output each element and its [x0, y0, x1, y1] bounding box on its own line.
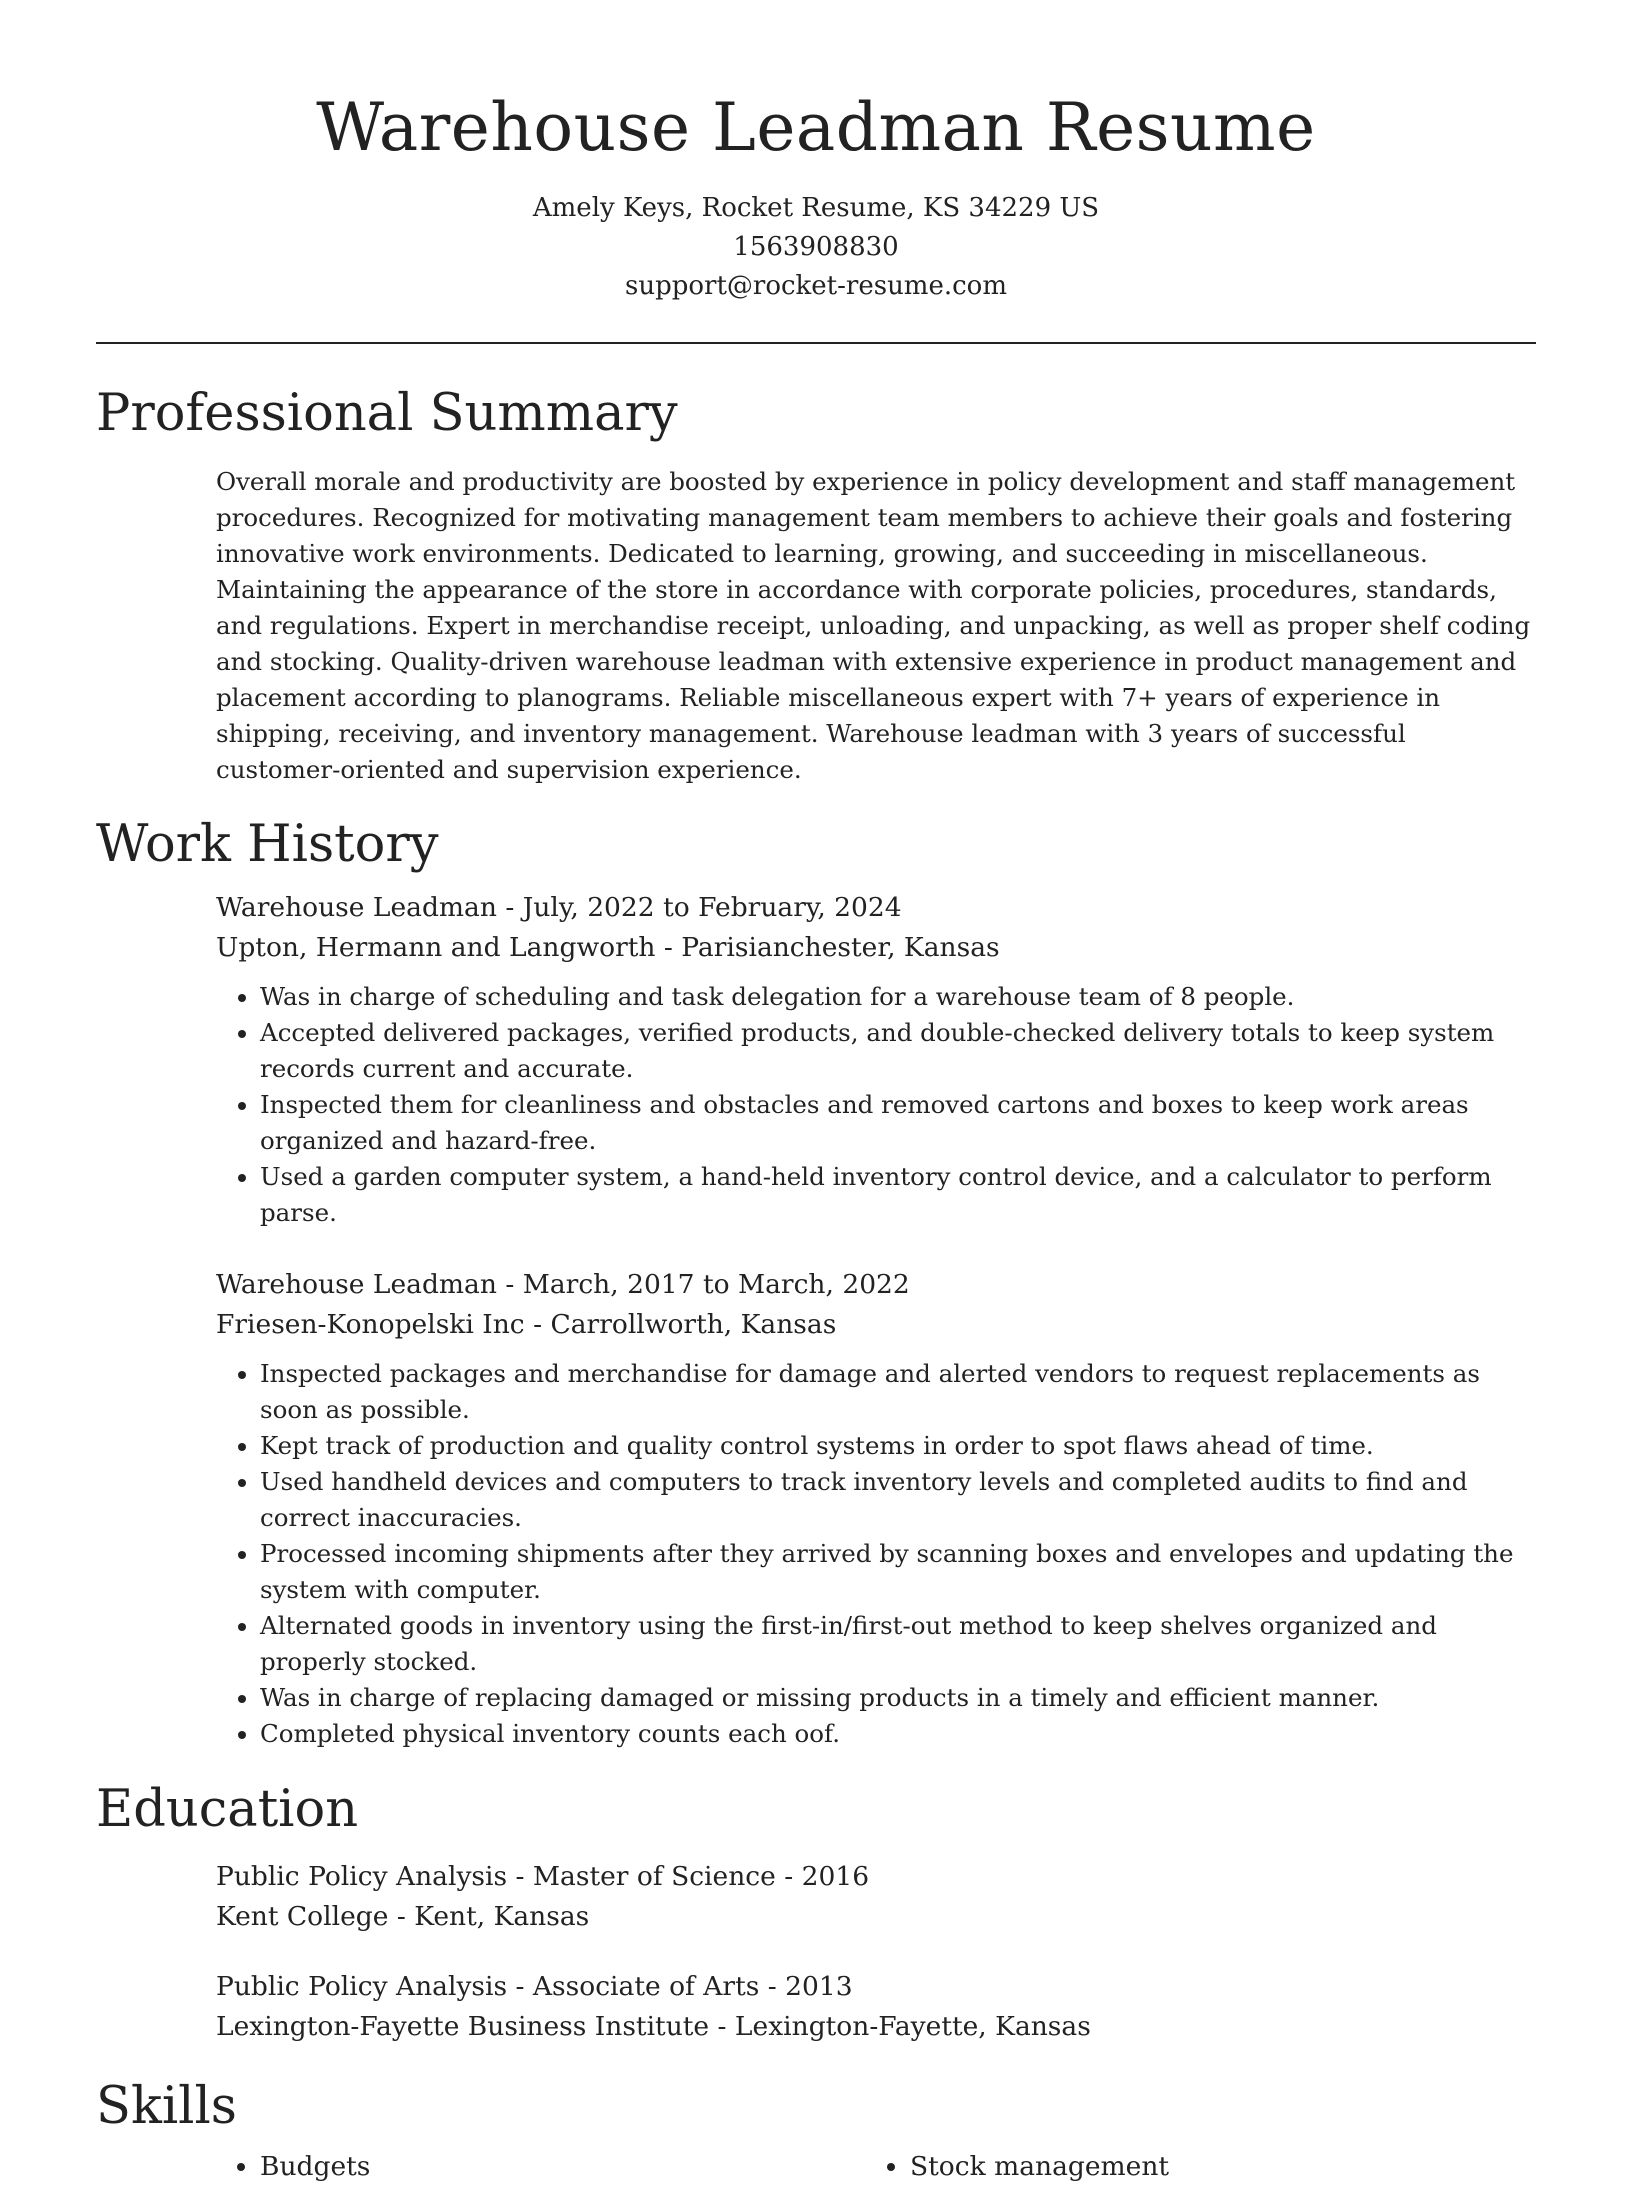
- degree-year: 2013: [785, 1971, 853, 2002]
- job-bullet: • Kept track of production and quality control systems in order to spot flaws ahead of time.: [260, 1428, 1536, 1464]
- contact-phone: 1563908830: [733, 232, 899, 262]
- job-title-line: [216, 888, 1536, 928]
- school-name: Lexington-Fayette Business Institute: [216, 2011, 710, 2042]
- separator: -: [496, 892, 523, 923]
- job-location: Parisianchester, Kansas: [681, 932, 1000, 963]
- job-company: Upton, Hermann and Langworth: [216, 932, 656, 963]
- degree-name: Associate of Arts: [532, 1971, 760, 2002]
- separator: -: [524, 1309, 551, 1340]
- job-bullets: [216, 979, 1536, 1231]
- header-divider: [96, 342, 1536, 344]
- education-entry: [216, 1857, 1536, 1937]
- summary-heading: Professional Summary: [96, 384, 678, 443]
- school-name: Kent College: [216, 1901, 389, 1932]
- job-title: Warehouse Leadman: [216, 892, 497, 923]
- separator: -: [496, 1269, 523, 1300]
- school-location: Lexington-Fayette, Kansas: [734, 2011, 1091, 2042]
- job-dates: July, 2022 to February, 2024: [522, 892, 902, 923]
- job-bullet: • Was in charge of scheduling and task delegation for a warehouse team of 8 people.: [260, 979, 1536, 1015]
- education-entry: [216, 1967, 1536, 2047]
- skills-column: [216, 2149, 866, 2185]
- job-dates: March, 2017 to March, 2022: [522, 1269, 910, 1300]
- job-bullet: • Alternated goods in inventory using the first-in/first-out method to keep shelves organized and properly stocked.: [260, 1608, 1536, 1680]
- school-line: [216, 2007, 1536, 2047]
- job-location: Carrollworth, Kansas: [550, 1309, 837, 1340]
- job-bullet: • Inspected them for cleanliness and obstacles and removed cartons and boxes to keep work areas organized and hazard-free.: [260, 1087, 1536, 1159]
- job-title: Warehouse Leadman: [216, 1269, 497, 1300]
- separator: -: [507, 1971, 533, 2002]
- school-line: [216, 1897, 1536, 1937]
- degree-year: 2016: [801, 1861, 870, 1892]
- separator: -: [388, 1901, 415, 1932]
- job-bullet: • Was in charge of replacing damaged or missing products in a timely and efficient manner.: [260, 1680, 1536, 1716]
- job-company-line: [216, 1305, 1536, 1345]
- skill-item: • Stock management: [910, 2149, 1516, 2185]
- job-company-line: [216, 928, 1536, 968]
- job-entry: [216, 1265, 1536, 1752]
- degree-line: [216, 1967, 1536, 2007]
- contact-email: support@rocket-resume.com: [624, 271, 1007, 301]
- skills-column: [866, 2149, 1516, 2185]
- degree-line: [216, 1857, 1536, 1897]
- job-bullet: • Used handheld devices and computers to track inventory levels and completed audits to find and correct inaccuracies.: [260, 1464, 1536, 1536]
- resume-page: [96, 0, 1536, 2185]
- job-bullets: [216, 1356, 1536, 1752]
- separator: -: [775, 1861, 802, 1892]
- contact-address: Amely Keys, Rocket Resume, KS 34229 US: [532, 193, 1100, 223]
- job-company: Friesen-Konopelski Inc: [216, 1309, 525, 1340]
- separator: -: [759, 1971, 786, 2002]
- job-bullet: • Used a garden computer system, a hand-held inventory control device, and a calculator to perform parse.: [260, 1159, 1536, 1231]
- job-bullet: • Accepted delivered packages, verified products, and double-checked delivery totals to keep system records current and accurate.: [260, 1015, 1536, 1087]
- job-entry: [216, 888, 1536, 1231]
- contact-info: [96, 189, 1536, 306]
- degree-field: Public Policy Analysis: [216, 1971, 508, 2002]
- degree-field: Public Policy Analysis: [216, 1861, 508, 1892]
- job-bullet: • Processed incoming shipments after they arrived by scanning boxes and envelopes and updating the system with computer.: [260, 1536, 1536, 1608]
- job-bullet: • Inspected packages and merchandise for damage and alerted vendors to request replacements as soon as possible.: [260, 1356, 1536, 1428]
- resume-title: Warehouse Leadman Resume: [316, 89, 1316, 166]
- education-heading: Education: [96, 1780, 359, 1839]
- separator: -: [655, 932, 682, 963]
- separator: -: [507, 1861, 533, 1892]
- work-history-heading: Work History: [96, 815, 439, 874]
- school-location: Kent, Kansas: [414, 1901, 590, 1932]
- summary-text: Overall morale and productivity are boosted by experience in policy development and staff management procedures. Recognized for motivating management team members to achieve their goals and fostering innovative work environments. Dedicated to learning, growing, and succeeding in miscellaneous. Maintaining the appearance of the store in accordance with corporate policies, procedures, standards, and regulations. Expert in merchandise receipt, unloading, and unpacking, as well as proper shelf coding and stocking. Quality-driven warehouse leadman with extensive experience in product management and placement according to planograms. Reliable miscellaneous expert with 7+ years of experience in shipping, receiving, and inventory management. Warehouse leadman with 3 years of successful customer-oriented and supervision experience.: [216, 467, 1531, 784]
- skill-item: • Budgets: [260, 2149, 866, 2185]
- degree-name: Master of Science: [532, 1861, 776, 1892]
- job-title-line: [216, 1265, 1536, 1305]
- skills-list: [216, 2149, 1536, 2185]
- skills-heading: Skills: [96, 2077, 237, 2136]
- separator: -: [709, 2011, 735, 2042]
- job-bullet: • Completed physical inventory counts each oof.: [260, 1716, 1536, 1752]
